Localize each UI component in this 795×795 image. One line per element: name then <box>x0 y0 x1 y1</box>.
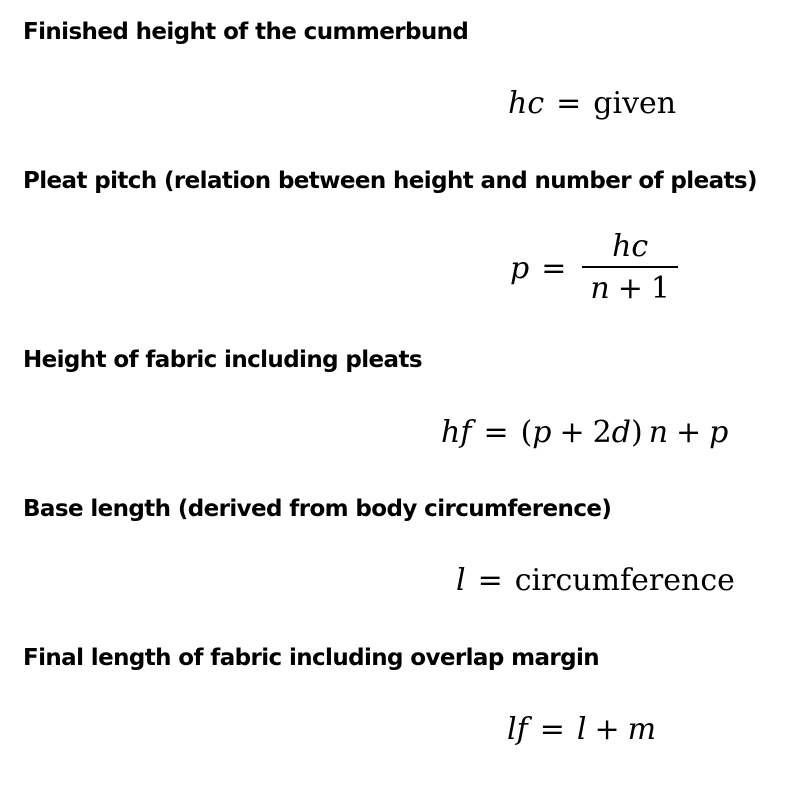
formula-rhs: circumference <box>514 563 735 598</box>
fraction <box>582 228 678 310</box>
section-heading-base-length: Base length (derived from body circumference) <box>23 496 612 522</box>
formula-lhs: p <box>510 250 530 286</box>
formula-finished-height <box>508 84 676 124</box>
denominator-variable: n <box>590 270 610 306</box>
plus-sign: + <box>559 415 585 450</box>
plus-sign: + <box>676 415 702 450</box>
formula-lhs: hf <box>441 415 472 450</box>
section-heading-final-length: Final length of fabric including overlap margin <box>23 645 600 671</box>
term-n: n <box>648 415 669 450</box>
formula-equals: = <box>539 712 565 747</box>
term-d: d <box>611 415 631 450</box>
formula-final-length <box>507 710 656 750</box>
term-l: l <box>576 712 587 747</box>
term-m: m <box>627 712 657 747</box>
close-paren: ) <box>630 415 643 450</box>
fraction-denominator <box>582 268 678 310</box>
formula-pleat-pitch <box>510 228 682 310</box>
formula-fabric-height <box>441 413 728 453</box>
section-heading-finished-height: Finished height of the cummerbund <box>23 19 469 45</box>
formula-equals: = <box>541 250 567 286</box>
formula-lhs: hc <box>508 86 545 121</box>
denominator-plus: + <box>617 270 643 306</box>
formula-lhs: lf <box>507 712 528 747</box>
open-paren: ( <box>520 415 533 450</box>
coefficient: 2 <box>592 415 612 450</box>
term-p: p <box>709 415 729 450</box>
fraction-numerator: hc <box>612 229 649 264</box>
formula-equals: = <box>556 86 582 121</box>
section-heading-fabric-height: Height of fabric including pleats <box>23 347 422 373</box>
plus-sign: + <box>594 712 620 747</box>
formula-lhs: l <box>456 563 466 598</box>
formula-equals: = <box>477 563 503 598</box>
term-p: p <box>532 415 552 450</box>
formula-equals: = <box>483 415 509 450</box>
section-heading-pleat-pitch: Pleat pitch (relation between height and number of pleats) <box>23 168 757 194</box>
formula-rhs: given <box>593 86 677 121</box>
denominator-constant: 1 <box>650 270 670 306</box>
formula-base-length <box>456 561 735 601</box>
